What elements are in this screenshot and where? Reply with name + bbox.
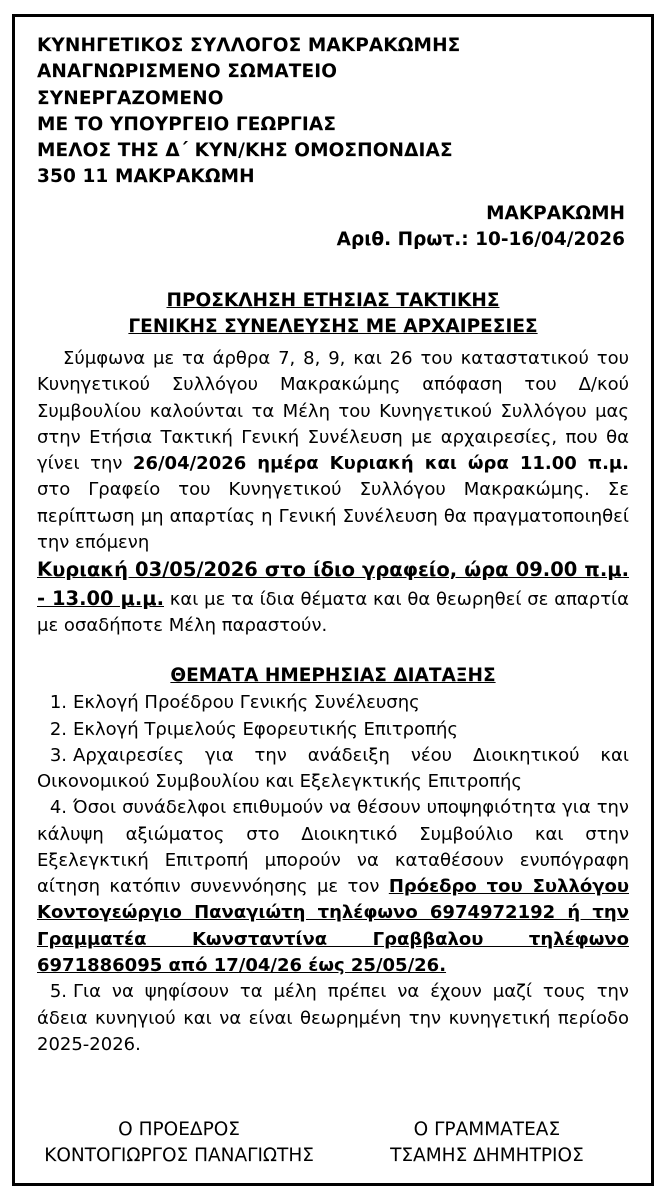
president-name: ΚΟΝΤΟΓΙΩΡΓΟΣ ΠΑΝΑΓΙΩΤΗΣ [44, 1145, 314, 1167]
agenda-item-text: Εκλογή Προέδρου Γενικής Συνέλευσης [73, 692, 420, 714]
signature-secretary [345, 1117, 629, 1169]
letterhead-line-4: ΜΕ ΤΟ ΥΠΟΥΡΓΕΙΟ ΓΕΩΡΓΙΑΣ [37, 113, 337, 135]
signature-president [37, 1117, 321, 1169]
fallback-meeting-paragraph [37, 556, 629, 639]
list-item [37, 690, 629, 716]
protocol-number: Αριθ. Πρωτ.: 10-16/04/2026 [336, 229, 625, 251]
agenda-item-number: 4. [49, 797, 67, 819]
letterhead-line-5: ΜΕΛΟΣ ΤΗΣ Δ΄ ΚΥΝ/ΚΗΣ ΟΜΟΣΠΟΝΔΙΑΣ [37, 140, 453, 162]
document-title [37, 288, 629, 340]
intro-text-part-3: και με τα ίδια θέματα και θα θεωρηθεί σε απαρτία με οσαδήποτε Μέλη παραστούν. [37, 588, 629, 637]
letterhead-line-2: ΑΝΑΓΝΩΡΙΣΜΕΝΟ ΣΩΜΑΤΕΙΟ [37, 61, 338, 83]
letterhead [37, 33, 629, 191]
signature-block [37, 1117, 629, 1169]
agenda-list [37, 690, 629, 795]
intro-paragraph [37, 346, 629, 556]
president-role: Ο ΠΡΟΕΔΡΟΣ [118, 1119, 240, 1141]
agenda-item-text: Αρχαιρεσίες για την ανάδειξη νέου Διοικητικού και Οικονομικού Συμβουλίου και Εξελεγκτικής Επιτροπής [37, 744, 629, 793]
intro-text-part-1: Σύμφωνα με τα άρθρα 7, 8, 9, και 26 του καταστατικού του Κυνηγετικού Συλλόγου Μακρακώμης απόφαση του Δ/κού Συμβουλίου καλούνται τα Μέλη του Κυνηγετικού Συλλόγου μας στην Ετήσια Τακτική Γενική Συνέλευση με αρχαιρεσίες, που θα γίνει την [37, 348, 629, 475]
letterhead-line-3: ΣΥΝΕΡΓΑΖΟΜΕΝΟ [37, 87, 224, 109]
meeting-date-primary: 26/04/2026 ημέρα Κυριακή και ώρα 11.00 π.μ. [132, 453, 629, 475]
agenda-item-number: 3. [49, 744, 67, 766]
agenda-item-number: 2. [49, 718, 67, 740]
agenda-item-number: 5. [49, 981, 67, 1003]
city-name: ΜΑΚΡΑΚΩΜΗ [486, 202, 625, 224]
meeting-date-fallback: Κυριακή 03/05/2026 στο ίδιο γραφείο, ώρα 09.00 π.μ. - 13.00 μ.μ. [37, 558, 629, 610]
document-title-line-2: ΓΕΝΙΚΗΣ ΣΥΝΕΛΕΥΣΗΣ ΜΕ ΑΡΧΑΙΡΕΣΙΕΣ [128, 316, 538, 338]
document-title-line-1: ΠΡΟΣΚΛΗΣΗ ΕΤΗΣΙΑΣ ΤΑΚΤΙΚΗΣ [166, 290, 500, 312]
agenda-item-5 [37, 979, 629, 1058]
agenda-title-text: ΘΕΜΑΤΑ ΗΜΕΡΗΣΙΑΣ ΔΙΑΤΑΞΗΣ [170, 665, 496, 687]
agenda-item-4-text: Όσοι συνάδελφοι επιθυμούν να θέσουν υποψηφιότητα για την κάλυψη αξιώματος στο Διοικητικό Συμβούλιο και στην Εξελεγκτική Επιτροπή μπορούν να καταθέσουν ενυπόγραφη αίτηση κατόπιν συνεννόησης με τον [37, 797, 629, 898]
agenda-item-5-text: Για να ψηφίσουν τα μέλη πρέπει να έχουν μαζί τους την άδεια κυνηγιού και να είναι θεωρημένη την κυνηγετική περίοδο 2025-2026. [37, 981, 629, 1055]
document-frame [12, 14, 654, 1186]
intro-text-part-2: στο Γραφείο του Κυνηγετικού Συλλόγου Μακρακώμης. Σε περίπτωση μη απαρτίας η Γενική Συνέλευση θα πραγματοποιηθεί την επόμενη [37, 479, 629, 553]
agenda-title [37, 665, 629, 686]
list-item [37, 717, 629, 743]
list-item [37, 743, 629, 796]
agenda-item-number: 1. [49, 692, 67, 714]
agenda-item-text: Εκλογή Τριμελούς Εφορευτικής Επιτροπής [73, 718, 458, 740]
place-and-protocol [37, 201, 629, 255]
secretary-name: ΤΣΑΜΗΣ ΔΗΜΗΤΡΙΟΣ [390, 1145, 584, 1167]
letterhead-line-6: 350 11 ΜΑΚΡΑΚΩΜΗ [37, 166, 255, 188]
contact-details: Πρόεδρο του Συλλόγου Κοντογεώργιο Παναγιώτη τηλέφωνο 6974972192 ή την Γραμματέα Κωνσταντίνα Γραββαλου τηλέφωνο 6971886095 από 17/04/26 έως 25/05/26. [37, 876, 629, 976]
letterhead-line-1: ΚΥΝΗΓΕΤΙΚΟΣ ΣΥΛΛΟΓΟΣ ΜΑΚΡΑΚΩΜΗΣ [37, 35, 461, 56]
agenda-item-4 [37, 795, 629, 979]
secretary-role: Ο ΓΡΑΜΜΑΤΕΑΣ [413, 1119, 561, 1141]
